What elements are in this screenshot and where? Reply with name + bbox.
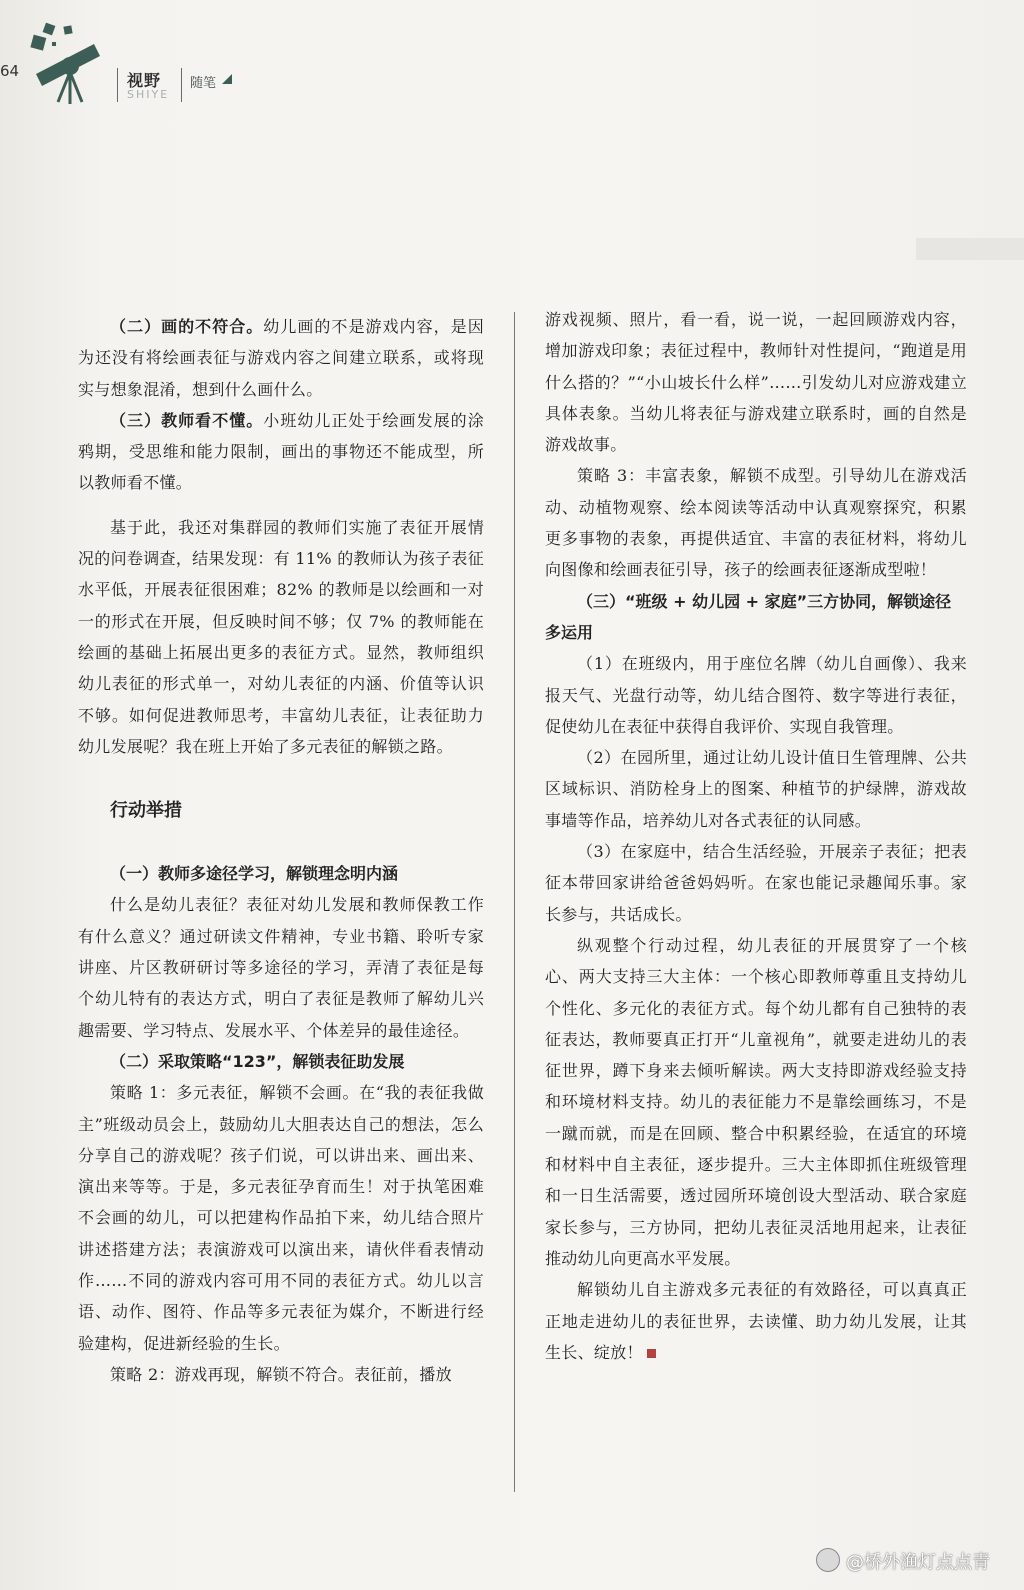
- paragraph: 游戏视频、照片，看一看，说一说，一起回顾游戏内容，增加游戏印象；表征过程中，教师针对性提问，“跑道是用什么搭的？”“小山坡长什么样”……引发幼儿对应游戏建立具体表象。当幼儿将表征与游戏建立联系时，画的自然是游戏故事。: [545, 310, 967, 455]
- column-name: 随笔: [190, 76, 217, 91]
- subheading: （三）“班级 + 幼儿园 + 家庭”三方协同，解锁途径多运用: [545, 591, 952, 642]
- paragraph-lead: （三）教师看不懂。: [110, 410, 264, 430]
- decorative-block: [916, 238, 1024, 260]
- list-item: （1）在班级内，用于座位名牌（幼儿自画像）、我来报天气、光盘行动等，幼儿结合图符、数字等进行表征，促使幼儿在表征中获得自我评价、实现自我管理。: [545, 654, 967, 736]
- paragraph: [78, 311, 484, 405]
- column-divider: [514, 312, 515, 1492]
- list-item: （2）在园所里，通过让幼儿设计值日生管理牌、公共区域标识、消防栓身上的图案、种植节的护绿牌，游戏故事墙等作品，培养幼儿对各式表征的认同感。: [545, 748, 967, 830]
- header-divider: [181, 68, 182, 102]
- paragraph: [78, 405, 484, 499]
- list-item: （3）在家庭中，结合生活经验，开展亲子表征；把表征本带回家讲给爸爸妈妈听。在家也能记录趣闻乐事。家长参与，共话成长。: [545, 842, 967, 924]
- paragraph: 基于此，我还对集群园的教师们实施了表征开展情况的问卷调查，结果发现：有 11% 的教师认为孩子表征水平低，开展表征很困难；82% 的教师是以绘画和一对一的形式在开展，但反映时间不够；仅 7% 的教师能在绘画的基础上拓展出更多的表征方式。显然，教师组织幼儿表征的形式单一，对幼儿表征的内涵、价值等认识不够。如何促进教师思考，丰富幼儿表征，让表征助力幼儿发展呢？我在班上开始了多元表征的解锁之路。: [78, 517, 484, 756]
- telescope-logo-icon: [30, 22, 108, 106]
- watermark-text: @桥外渔灯点点青: [846, 1552, 990, 1573]
- paragraph-lead: （二）画的不符合。: [110, 317, 264, 336]
- header-divider: [117, 68, 118, 102]
- section-heading: 行动举措: [110, 800, 182, 822]
- triangle-mark-icon: [222, 74, 232, 84]
- page-number: 64: [0, 62, 20, 80]
- section-name-pinyin: SHIYE: [127, 88, 170, 101]
- watermark: [816, 1548, 990, 1574]
- paragraph-text: 小班幼儿正处于绘画发展的涂鸦期，受思维和能力限制，画出的事物还不能成型，所以教师看不懂。: [78, 410, 484, 493]
- paragraph: [545, 1274, 967, 1368]
- account-avatar-icon: [816, 1548, 840, 1572]
- paragraph: 纵观整个行动过程，幼儿表征的开展贯穿了一个核心、两大支持三大主体：一个核心即教师尊重且支持幼儿个性化、多元化的表征方式。每个幼儿都有自己独特的表征表达，教师要真正打开“儿童视角”，就要走进幼儿的表征世界，蹲下身来去倾听解读。两大支持即游戏经验支持和环境材料支持。幼儿的表征能力不是靠绘画练习，不是一蹴而就，而是在回顾、整合中积累经验，在适宜的环境和材料中自主表征，逐步提升。三大主体即抓住班级管理和一日生活需要，透过园所环境创设大型活动、联合家庭家长参与，三方协同，把幼儿表征灵活地用起来，让表征推动幼儿向更高水平发展。: [545, 935, 967, 1268]
- left-column: [78, 311, 484, 1390]
- paragraph: 策略 1：多元表征，解锁不会画。在“我的表征我做主”班级动员会上，鼓励幼儿大胆表达自己的想法，怎么分享自己的游戏呢？孩子们说，可以讲出来、画出来、演出来等等。于是，多元表征孕育而生！对于执笔困难不会画的幼儿，可以把建构作品拍下来，幼儿结合照片讲述搭建方法；表演游戏可以演出来，请伙伴看表情动作……不同的游戏内容可用不同的表征方式。幼儿以言语、动作、图符、作品等多元表征为媒介，不断进行经验建构，促进新经验的生长。: [78, 1083, 484, 1353]
- end-mark-icon: [647, 1349, 656, 1358]
- subheading: （二）采取策略“123”，解锁表征助发展: [110, 1051, 405, 1071]
- paragraph: 什么是幼儿表征？表征对幼儿发展和教师保教工作有什么意义？通过研读文件精神，专业书籍、聆听专家讲座、片区教研研讨等多途径的学习，弄清了表征是每个幼儿特有的表达方式，明白了表征是教师了解幼儿兴趣需要、学习特点、发展水平、个体差异的最佳途径。: [78, 895, 484, 1040]
- subheading: （一）教师多途径学习，解锁理念明内涵: [110, 864, 399, 884]
- paragraph: 策略 2：游戏再现，解锁不符合。表征前，播放: [110, 1364, 452, 1384]
- paragraph-text: 解锁幼儿自主游戏多元表征的有效路径，可以真真正正地走进幼儿的表征世界，去读懂、助力幼儿发展，让其生长、绽放！: [545, 1280, 967, 1362]
- right-column: [545, 304, 967, 1368]
- paragraph: 策略 3：丰富表象，解锁不成型。引导幼儿在游戏活动、动植物观察、绘本阅读等活动中认真观察探究，积累更多事物的表象，再提供适宜、丰富的表征材料，将幼儿向图像和绘画表征引导，孩子的绘画表征逐渐成型啦！: [545, 466, 967, 580]
- section-name: 视野: [127, 71, 162, 90]
- paragraph-text: 幼儿画的不是游戏内容，是因为还没有将绘画表征与游戏内容之间建立联系，或将现实与想象混淆，想到什么画什么。: [78, 317, 484, 399]
